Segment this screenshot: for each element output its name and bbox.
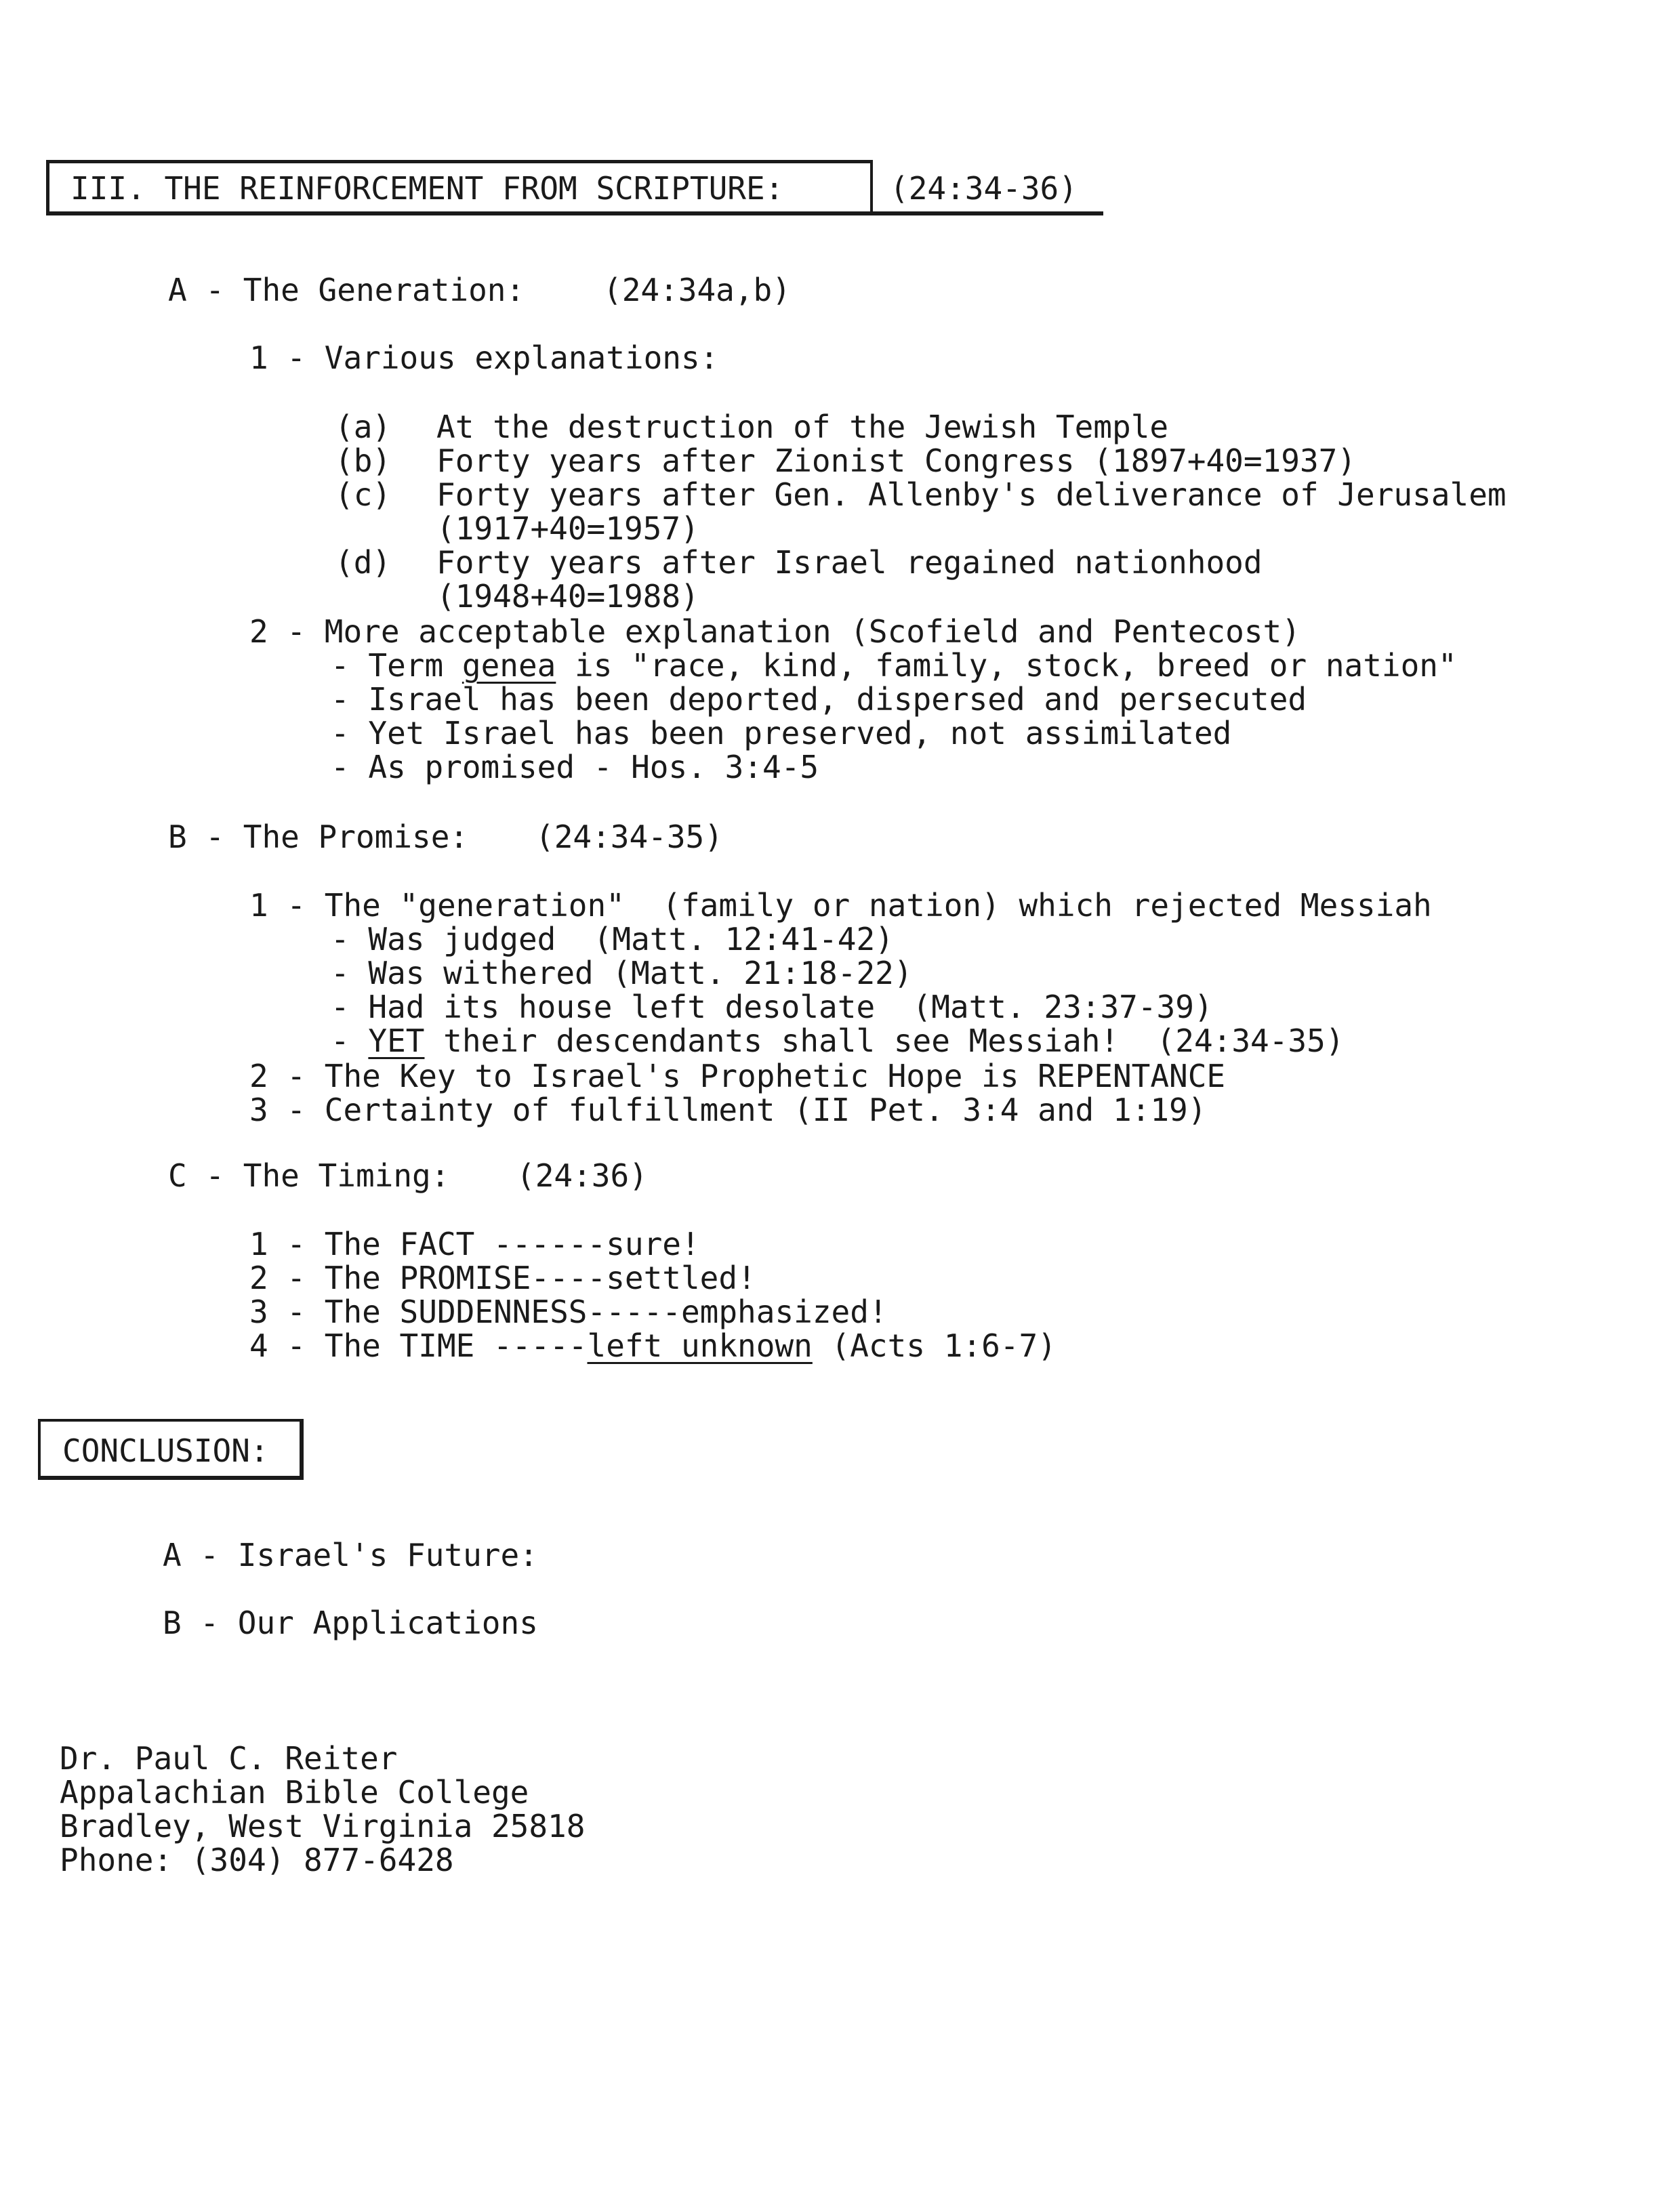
- subsection-c-label: C - The Timing:: [168, 1157, 450, 1194]
- conclusion-heading: CONCLUSION:: [62, 1432, 269, 1469]
- a-sub-letter: (b): [335, 442, 392, 479]
- signature-line: Appalachian Bible College: [60, 1774, 529, 1811]
- heading-underline: [873, 211, 1103, 215]
- a-item-2-line: - Israel has been deported, dispersed and persecuted: [331, 681, 1307, 718]
- a-item-2-line: - As promised - Hos. 3:4-5: [331, 749, 819, 785]
- a-sub-text: At the destruction of the Jewish Temple: [436, 409, 1169, 445]
- b-item-1: 1 - The "generation" (family or nation) which rejected Messiah: [249, 887, 1432, 924]
- a-sub-letter: (d): [335, 544, 392, 581]
- signature-line: Dr. Paul C. Reiter: [60, 1740, 398, 1777]
- conclusion-item: B - Our Applications: [163, 1605, 538, 1641]
- a-item-2: 2 - More acceptable explanation (Scofield and Pentecost): [249, 613, 1300, 650]
- a-sub-text: Forty years after Gen. Allenby's deliverance of Jerusalem: [436, 476, 1507, 513]
- b-item-1-line: - Was withered (Matt. 21:18-22): [331, 955, 913, 991]
- b-item-1-line: - YET their descendants shall see Messiah! (24:34-35): [331, 1023, 1345, 1059]
- subsection-b-label: B - The Promise:: [168, 819, 469, 855]
- c-item: 2 - The PROMISE----settled!: [249, 1260, 756, 1296]
- b-item-1-line: - Was judged (Matt. 12:41-42): [331, 921, 894, 957]
- a-item-2-line: - Yet Israel has been preserved, not assimilated: [331, 715, 1232, 751]
- signature-line: Bradley, West Virginia 25818: [60, 1808, 586, 1844]
- b-item-1-line: - Had its house left desolate (Matt. 23:37-39): [331, 989, 1213, 1025]
- a-sub-text: (1948+40=1988): [436, 578, 699, 615]
- a-sub-letter: (c): [335, 476, 392, 513]
- b-item-3: 3 - Certainty of fulfillment (II Pet. 3:4 and 1:19): [249, 1092, 1207, 1128]
- signature-line: Phone: (304) 877-6428: [60, 1842, 454, 1878]
- b-item-2: 2 - The Key to Israel's Prophetic Hope is REPENTANCE: [249, 1058, 1226, 1094]
- subsection-c-ref: (24:36): [516, 1157, 648, 1194]
- a-sub-text: Forty years after Israel regained nationhood: [436, 544, 1263, 581]
- subsection-a-label: A - The Generation:: [168, 272, 525, 308]
- a-sub-text: (1917+40=1957): [436, 510, 699, 547]
- a-sub-letter: (a): [335, 409, 392, 445]
- a-item-1: 1 - Various explanations:: [249, 339, 719, 376]
- conclusion-item: A - Israel's Future:: [163, 1537, 538, 1573]
- subsection-b-ref: (24:34-35): [535, 819, 723, 855]
- subsection-a-ref: (24:34a,b): [603, 272, 791, 308]
- section-heading: III. THE REINFORCEMENT FROM SCRIPTURE:: [70, 170, 784, 207]
- c-item: 3 - The SUDDENNESS-----emphasized!: [249, 1294, 888, 1330]
- a-item-2-line: - Term genea is "race, kind, family, stock, breed or nation": [331, 647, 1457, 684]
- c-item: 4 - The TIME -----left unknown (Acts 1:6-7): [249, 1327, 1057, 1364]
- c-item: 1 - The FACT ------sure!: [249, 1226, 700, 1262]
- a-sub-text: Forty years after Zionist Congress (1897+40=1937): [436, 442, 1357, 479]
- section-heading-ref: (24:34-36): [890, 170, 1078, 207]
